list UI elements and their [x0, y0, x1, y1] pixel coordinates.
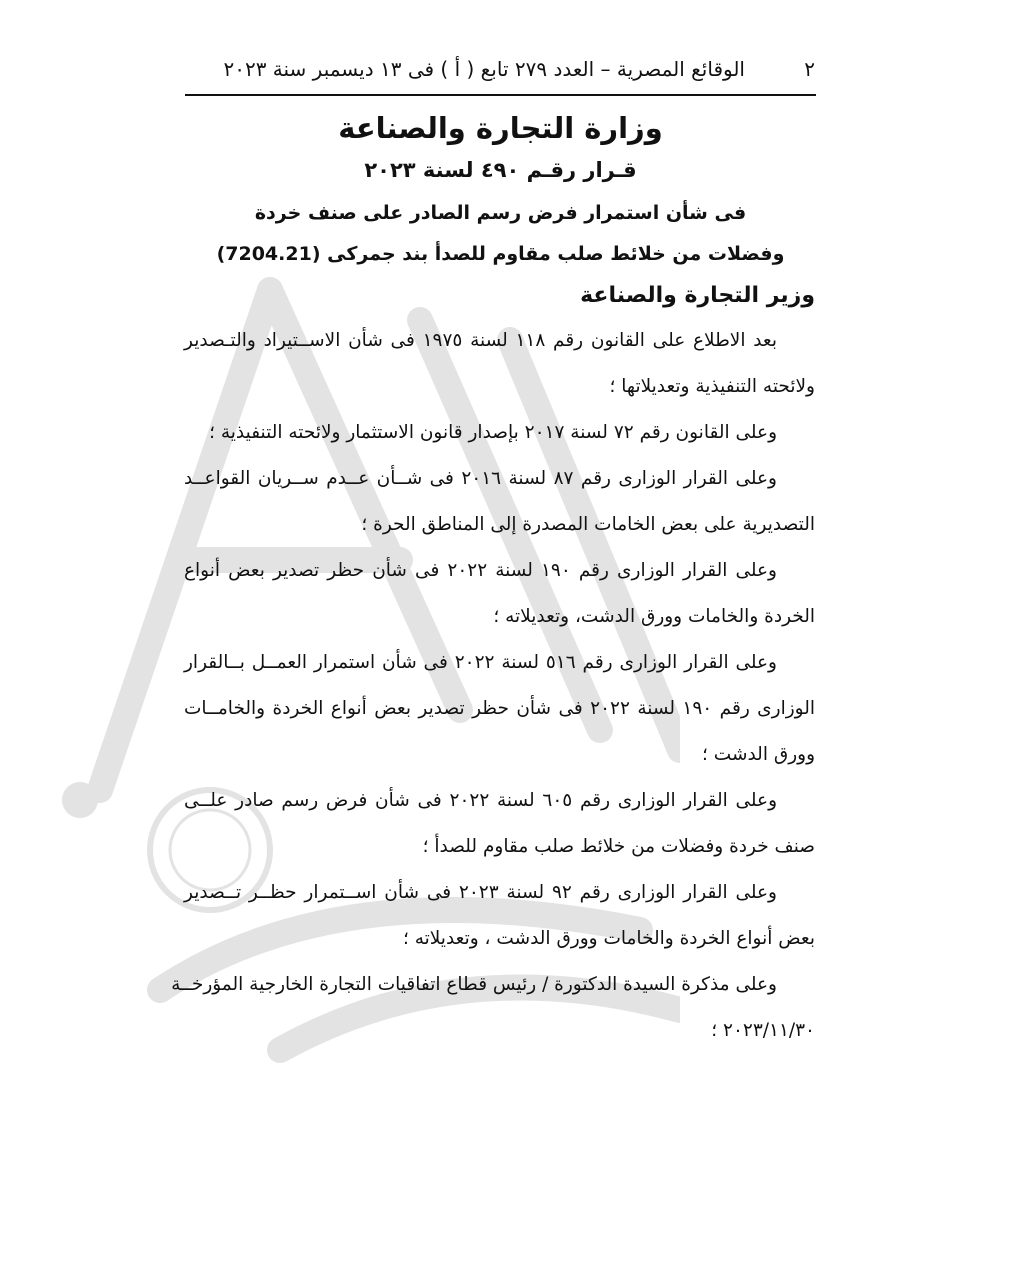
body-line: وعلى القرار الوزارى رقم ٦٠٥ لسنة ٢٠٢٢ فى شأن فرض رسم صادر علــى: [184, 790, 778, 811]
body-line: بعض أنواع الخردة والخامات وورق الدشت ، وتعديلاته ؛: [402, 928, 815, 949]
body-line: وعلى القرار الوزارى رقم ٨٧ لسنة ٢٠١٦ فى شــأن عــدم ســريان القواعــد: [184, 468, 777, 489]
ministry-title: وزارة التجارة والصناعة: [338, 111, 663, 145]
body-line: وورق الدشت ؛: [702, 744, 815, 765]
issuer-heading: وزير التجارة والصناعة: [580, 283, 815, 308]
gazette-header: [185, 55, 815, 83]
subject-line-2: وفضلات من خلائط صلب مقاوم للصدأ بند جمركى (7204.21): [216, 243, 785, 265]
body-line: بعد الاطلاع على القانون رقم ١١٨ لسنة ١٩٧٥ فى شأن الاســتيراد والتـصدير: [184, 330, 778, 351]
page-number: ٢: [804, 57, 815, 81]
body-line: وعلى القانون رقم ٧٢ لسنة ٢٠١٧ بإصدار قانون الاستثمار ولائحته التنفيذية ؛: [209, 422, 777, 443]
body-line: ولائحته التنفيذية وتعديلاتها ؛: [609, 376, 815, 397]
body-line: وعلى القرار الوزارى رقم ٥١٦ لسنة ٢٠٢٢ فى شأن استمرار العمــل بــالقرار: [184, 652, 777, 673]
gazette-header-title: الوقائع المصرية – العدد ٢٧٩ تابع ( أ ) فى ١٣ ديسمبر سنة ٢٠٢٣: [223, 57, 745, 81]
body-line: الوزارى رقم ١٩٠ لسنة ٢٠٢٢ فى شأن حظر تصدير بعض أنواع الخردة والخامــات: [184, 698, 815, 719]
body-line: صنف خردة وفضلات من خلائط صلب مقاوم للصدأ ؛: [422, 836, 815, 857]
body-line: وعلى القرار الوزارى رقم ١٩٠ لسنة ٢٠٢٢ فى شأن حظر تصدير بعض أنواع: [184, 560, 777, 581]
body-line: الخردة والخامات وورق الدشت، وتعديلاته ؛: [493, 606, 815, 627]
body-line: التصديرية على بعض الخامات المصدرة إلى المناطق الحرة ؛: [361, 514, 815, 535]
body-line: وعلى القرار الوزارى رقم ٩٢ لسنة ٢٠٢٣ فى شأن اســتمرار حظــر تــصدير: [184, 882, 777, 903]
header-divider: [185, 94, 816, 96]
body-line: وعلى مذكرة السيدة الدكتورة / رئيس قطاع اتفاقيات التجارة الخارجية المؤرخــة: [171, 974, 777, 995]
body-line: ٢٠٢٣/١١/٣٠ ؛: [711, 1020, 815, 1041]
subject-line-1: فى شأن استمرار فرض رسم الصادر على صنف خردة: [254, 202, 747, 224]
decision-number: قـرار رقـم ٤٩٠ لسنة ٢٠٢٣: [364, 158, 637, 182]
